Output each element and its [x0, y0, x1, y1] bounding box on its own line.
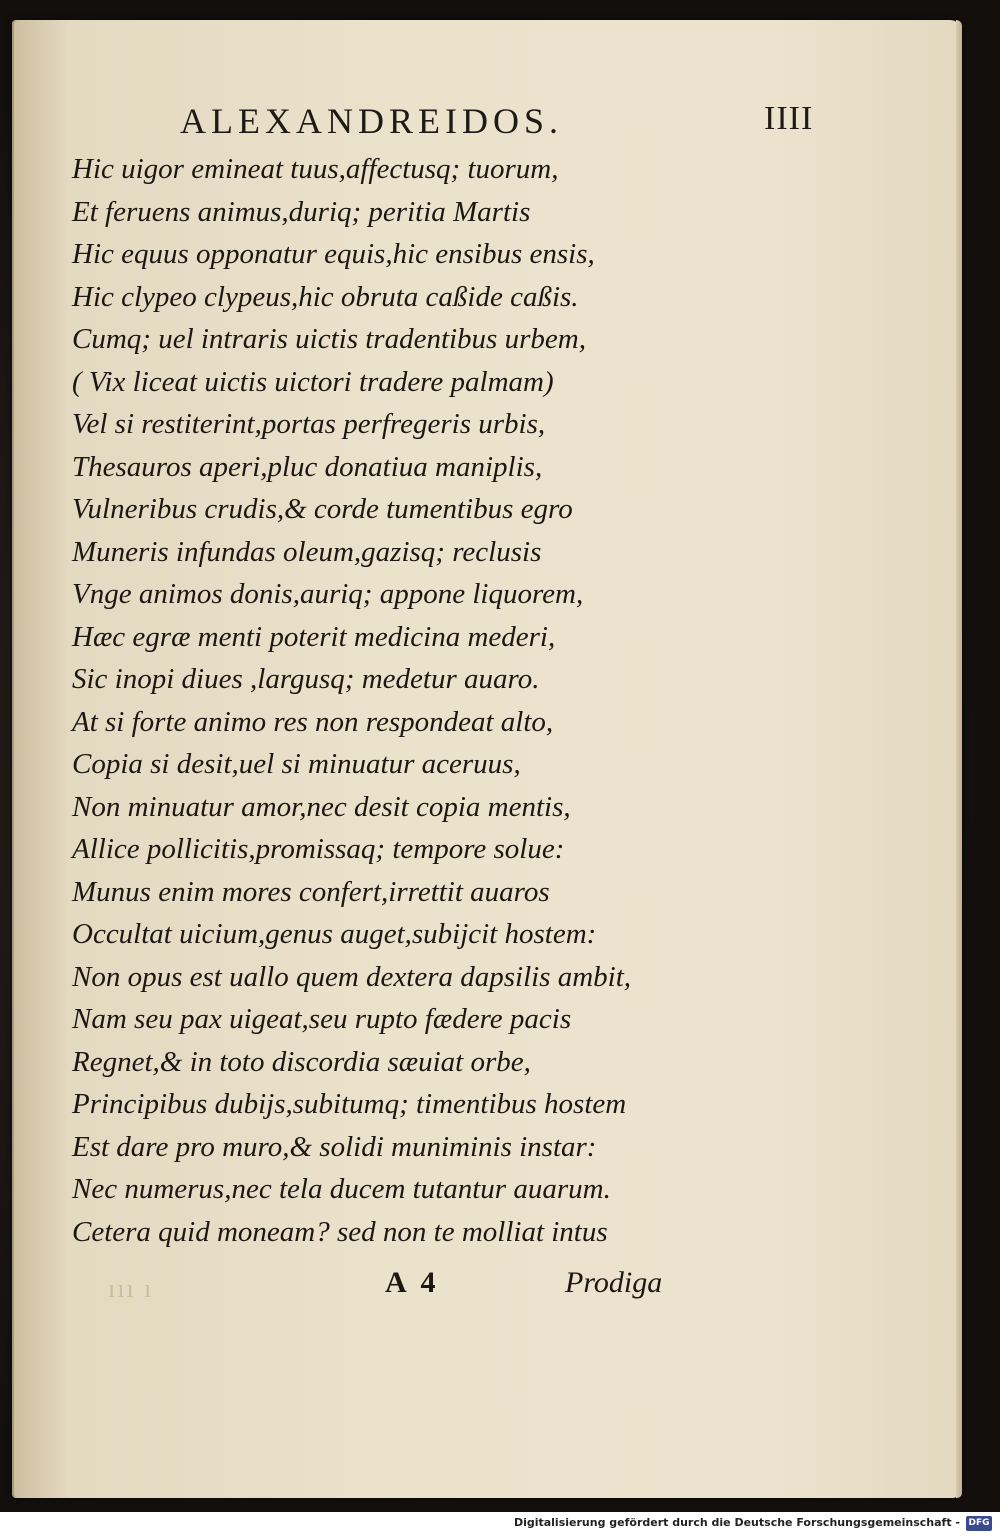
- verse-line: Non opus est uallo quem dextera dapsilis ambit,: [72, 960, 632, 993]
- verse-line: At si forte animo res non respondeat alto,: [72, 705, 554, 738]
- verse-line: Thesauros aperi,pluc donatiua maniplis,: [72, 450, 543, 483]
- verse-line: Muneris infundas oleum,gazisq; reclusis: [72, 535, 542, 568]
- running-title: ALEXANDREIDOS.: [180, 101, 563, 141]
- verse-line: Hæc egræ menti poterit medicina mederi,: [72, 620, 556, 653]
- signature-mark: A 4: [385, 1266, 440, 1299]
- bleed-through-text: ııı ı: [108, 1274, 154, 1303]
- book-page: [12, 20, 962, 1498]
- verse-line: Nec numerus,nec tela ducem tutantur auarum.: [72, 1173, 611, 1205]
- catchword: Prodiga: [565, 1266, 663, 1299]
- verse-line: Sic inopi diues ,largusq; medetur auaro.: [72, 663, 540, 695]
- verse-line: Cetera quid moneam? sed non te molliat intus: [72, 1215, 608, 1248]
- verse-line: Vel si restiterint,portas perfregeris urbis,: [72, 408, 546, 440]
- dfg-logo-icon: DFG: [966, 1516, 992, 1531]
- verse-line: Munus enim mores confert,irrettit auaros: [72, 875, 550, 908]
- verse-line: Vulneribus crudis,& corde tumentibus egro: [72, 493, 573, 525]
- verse-line: Nam seu pax uigeat,seu rupto fædere pacis: [72, 1003, 572, 1035]
- digitization-footer: [0, 1512, 1000, 1536]
- verse-line: Copia si desit,uel si minuatur aceruus,: [72, 748, 521, 780]
- verse-line: Vnge animos donis,auriq; appone liquorem,: [72, 578, 584, 610]
- verse-list: [72, 148, 772, 1253]
- verse-line: Principibus dubijs,subitumq; timentibus hostem: [72, 1088, 627, 1120]
- verse-line: ( Vix liceat uictis uictori tradere palmam): [72, 365, 554, 398]
- verse-line: Hic uigor emineat tuus,affectusq; tuorum,: [72, 153, 559, 185]
- verse-line: Et feruens animus,duriq; peritia Martis: [72, 195, 531, 228]
- verse-line: Regnet,& in toto discordia sæuiat orbe,: [72, 1045, 531, 1078]
- folio-number: IIII: [764, 100, 814, 137]
- verse-line: Est dare pro muro,& solidi muniminis instar:: [72, 1130, 597, 1163]
- verse-line: Allice pollicitis,promissaq; tempore solue:: [72, 833, 565, 865]
- digitization-credit: Digitalisierung gefördert durch die Deutsche Forschungsgemeinschaft -: [513, 1516, 960, 1529]
- page-edge: [956, 20, 962, 1498]
- verse-line: Non minuatur amor,nec desit copia mentis,: [72, 790, 571, 823]
- verse-line: Cumq; uel intraris uictis tradentibus urbem,: [72, 323, 586, 355]
- verse-line: Hic equus opponatur equis,hic ensibus ensis,: [72, 238, 595, 270]
- verse-line: Hic clypeo clypeus,hic obruta caßide caßis.: [72, 280, 579, 313]
- verse-line: Occultat uicium,genus auget,subijcit hostem:: [72, 918, 597, 950]
